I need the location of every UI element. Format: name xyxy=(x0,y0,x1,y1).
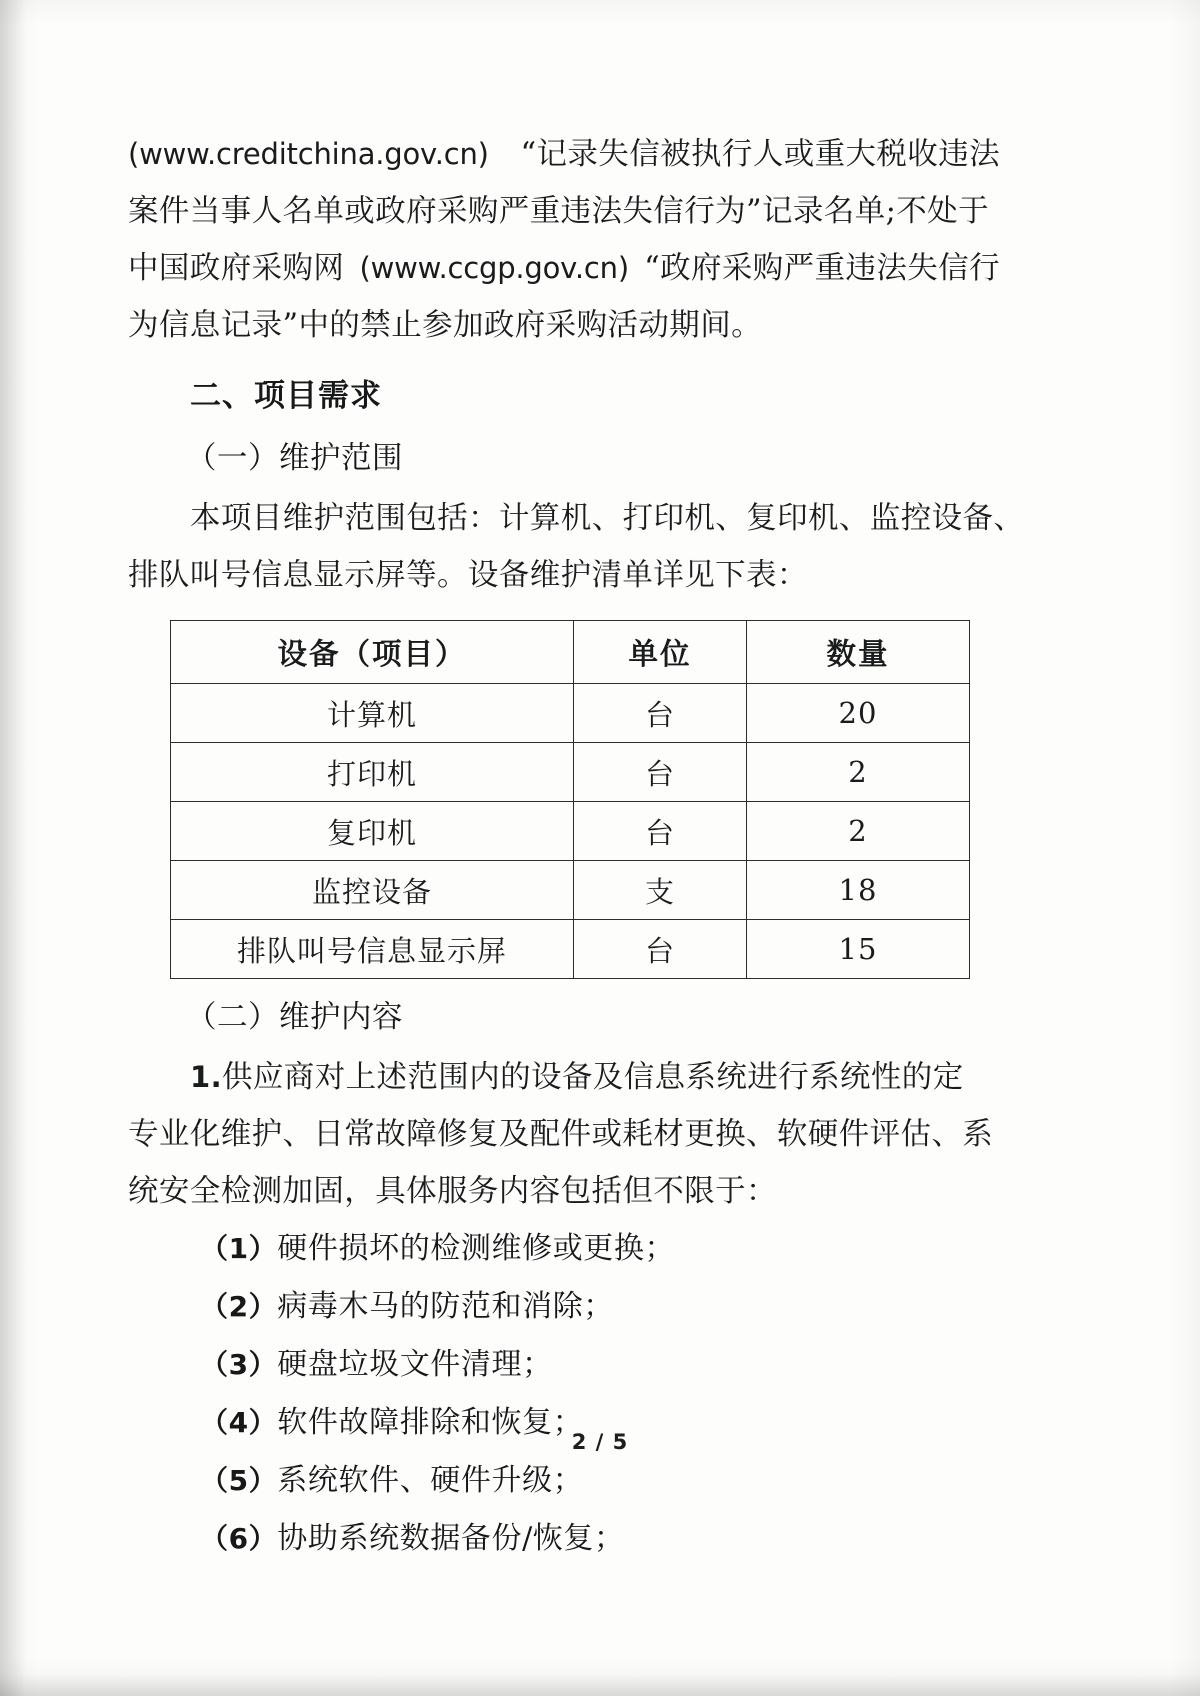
maintenance-content-paragraph xyxy=(128,1049,1000,1220)
list-item-number: （3） xyxy=(200,1348,278,1381)
list-item xyxy=(128,1510,1000,1568)
creditchina-url: (www.creditchina.gov.cn) xyxy=(128,137,489,171)
item-number-1: 1. xyxy=(190,1060,222,1094)
cell-quantity: 20 xyxy=(747,684,970,743)
table-header-row xyxy=(171,621,970,684)
intro-line-3-prefix: 中国政府采购网 xyxy=(128,251,345,286)
subsection-heading-one: （一）维护范围 xyxy=(186,441,403,476)
cell-unit: 台 xyxy=(574,743,747,802)
list-item xyxy=(128,1220,1000,1278)
list-item xyxy=(128,1278,1000,1336)
intro-line-3 xyxy=(128,240,1000,297)
intro-line-1 xyxy=(128,126,1000,183)
list-item-number: （6） xyxy=(200,1522,278,1555)
cell-equipment-name: 打印机 xyxy=(171,743,574,802)
maintenance-scope-line-1: 本项目维护范围包括：计算机、打印机、复印机、监控设备、 xyxy=(190,501,1025,536)
list-item xyxy=(128,1336,1000,1394)
list-item-text: 病毒木马的防范和消除； xyxy=(277,1289,614,1324)
page-content xyxy=(128,126,1025,1568)
maintenance-content-line-2: 专业化维护、日常故障修复及配件或耗材更换、软硬件评估、系 xyxy=(128,1117,994,1152)
list-item-number: （5） xyxy=(200,1464,278,1497)
cell-quantity: 2 xyxy=(747,802,970,861)
cell-unit: 台 xyxy=(574,802,747,861)
cell-unit: 台 xyxy=(574,920,747,979)
cell-quantity: 2 xyxy=(747,743,970,802)
table-row xyxy=(171,802,970,861)
list-item-text: 软件故障排除和恢复； xyxy=(277,1405,584,1440)
table-row xyxy=(171,684,970,743)
cell-unit: 支 xyxy=(574,861,747,920)
cell-equipment-name: 复印机 xyxy=(171,802,574,861)
column-header-unit: 单位 xyxy=(574,621,747,684)
maintenance-scope-line-2: 排队叫号信息显示屏等。设备维护清单详见下表： xyxy=(128,558,808,593)
list-item-number: （2） xyxy=(200,1290,278,1323)
equipment-maintenance-table xyxy=(170,620,970,979)
table-row xyxy=(171,743,970,802)
list-item-text: 协助系统数据备份/恢复； xyxy=(277,1521,625,1556)
maintenance-scope-paragraph xyxy=(128,490,1025,604)
intro-paragraph xyxy=(128,126,1000,354)
cell-equipment-name: 排队叫号信息显示屏 xyxy=(171,920,574,979)
intro-line-4: 为信息记录”中的禁止参加政府采购活动期间。 xyxy=(128,308,762,343)
section-heading-two: 二、项目需求 xyxy=(190,378,382,414)
list-item-number: （1） xyxy=(200,1232,278,1265)
cell-equipment-name: 计算机 xyxy=(171,684,574,743)
table-row xyxy=(171,920,970,979)
maintenance-content-line-3: 统安全检测加固，具体服务内容包括但不限于： xyxy=(128,1174,777,1209)
table-row xyxy=(171,861,970,920)
page-bottom-edge-shadow xyxy=(0,1674,1200,1696)
maintenance-content-line-1-text: 供应商对上述范围内的设备及信息系统进行系统性的定 xyxy=(222,1060,964,1095)
cell-quantity: 18 xyxy=(747,861,970,920)
subsection-heading-two: （二）维护内容 xyxy=(186,1000,403,1035)
intro-line-1-rest: “记录失信被执行人或重大税收违法 xyxy=(520,137,1000,172)
list-item-number: （4） xyxy=(200,1406,278,1439)
list-item-text: 硬盘垃圾文件清理； xyxy=(277,1347,553,1382)
cell-equipment-name: 监控设备 xyxy=(171,861,574,920)
intro-line-3-rest: “政府采购严重违法失信行 xyxy=(644,251,1000,286)
intro-line-2: 案件当事人名单或政府采购严重违法失信行为”记录名单;不处于 xyxy=(128,194,989,229)
column-header-equipment: 设备（项目） xyxy=(171,621,574,684)
list-item-text: 硬件损坏的检测维修或更换； xyxy=(277,1231,676,1266)
cell-quantity: 15 xyxy=(747,920,970,979)
cell-unit: 台 xyxy=(574,684,747,743)
column-header-quantity: 数量 xyxy=(747,621,970,684)
list-item-text: 系统软件、硬件升级； xyxy=(277,1463,584,1498)
page-number-footer: 2 / 5 xyxy=(571,1430,629,1454)
maintenance-content-line-1 xyxy=(128,1049,1000,1106)
list-item xyxy=(128,1452,1000,1510)
ccgp-url: (www.ccgp.gov.cn) xyxy=(359,251,629,285)
